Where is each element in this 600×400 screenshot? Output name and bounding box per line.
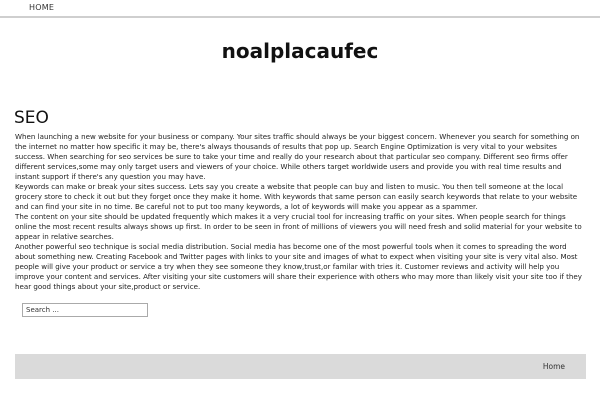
footer-home-link[interactable]: Home [542, 362, 565, 371]
top-navigation [0, 0, 600, 18]
post-paragraph-4: Another powerful seo technique is social media distribution. Social media has become one of the most powerful tools when it comes to spreading the word about something new. Creating Facebook and Twitter pages with links to your site and images of what to expect when visiting your site is very vital also. Most people will give your product or service a try when they see someone they know,trust,or familar with tries it. Customer reviews and activity will help you improve your content and services. After visiting your site customers will share their experience with others who may more than likely visit your site too if they hear good things about your site,product or service. [15, 242, 582, 291]
post-paragraph-3: The content on your site should be updated frequently which makes it a very crucial tool for increasing traffic on your sites. When people search for things online the most recent results always shows up first. In order to be seen in front of millions of viewers you will need fresh and solid material for your website to appear in relative searches. [15, 212, 582, 241]
footer-bar [15, 354, 586, 379]
site-title[interactable]: noalplacaufec [221, 39, 379, 63]
post-paragraph-2: Keywords can make or break your sites success. Lets say you create a website that people can buy and listen to music. You then tell someone at the local grocery store to check it out but they forget once they make it home. With keywords that same person can easily search keywords that relate to your website and can find your site in no time. Be careful not to put too many keywords, a lot of keywords will make you appear as a spammer. [15, 182, 578, 211]
post-title: SEO [14, 108, 49, 128]
post-content [15, 132, 587, 292]
search-input[interactable] [22, 303, 148, 317]
nav-home-link[interactable]: HOME [29, 3, 55, 12]
post-paragraph-1: When launching a new website for your business or company. Your sites traffic should always be your biggest concern. Whenever you search for something on the internet no matter how specific it may be, there's always thousands of results that pop up. Search Engine Optimization is very vital to your websites success. When searching for seo services be sure to take your time and really do your research about that particular seo company. Different seo firms offer different services,some may only target users and viewers of your choice. While others target worldwide users and provide you with real time results and instant support if there's any question you may have. [15, 132, 580, 181]
